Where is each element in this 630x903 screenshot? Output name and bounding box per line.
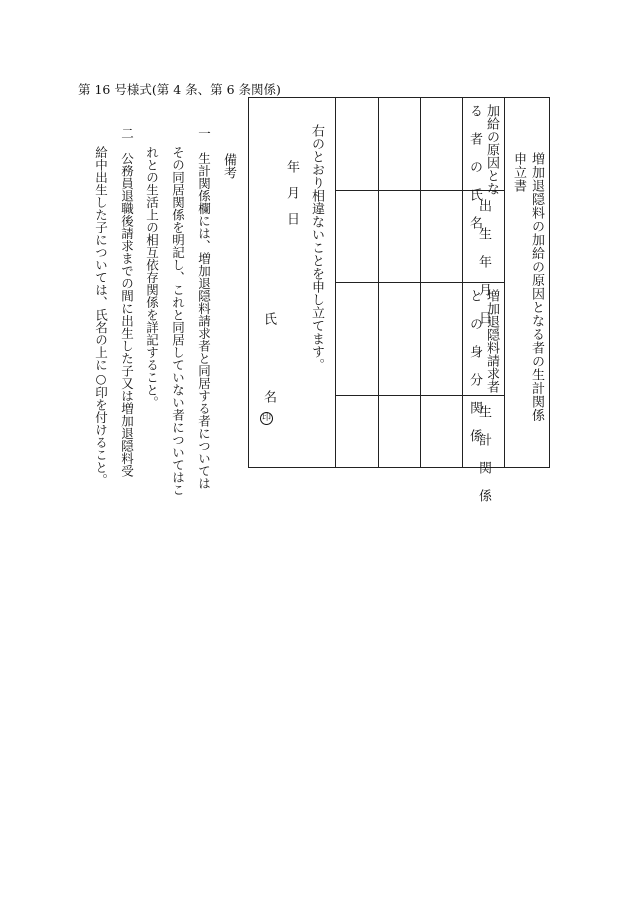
header-name-line2: る 者 の 氏 名 <box>467 104 482 229</box>
table-divider-title <box>504 97 505 468</box>
signature-shi: 氏 <box>261 312 276 325</box>
header-relation-line2: と の 身 分 関 係 <box>467 289 482 442</box>
header-livelihood: 生 計 関 係 <box>476 405 491 502</box>
remarks-item2-line2: 給中出生した子については、氏名の上に○印を付けること。 <box>93 146 109 486</box>
remarks-item1-line1: 一 生計関係欄には、増加退隠料請求者と同居する者については <box>196 127 212 490</box>
form-title-line1: 増加退隠料の加給の原因となる者の生計関係 <box>529 152 544 422</box>
form-title-line2: 申立書 <box>511 152 526 193</box>
remarks-item1-line3: れとの生活上の相互依存関係を詳記すること。 <box>144 146 160 409</box>
header-relation-line1: 増加退隠料請求者 <box>484 289 499 393</box>
remarks-item2-line1: 二 公務員退職後請求までの間に出生した子又は増加退隠料受 <box>119 127 135 477</box>
form-number-label: 第 16 号様式(第 4 条、第 6 条関係) <box>78 82 281 97</box>
signature-mei: 名 <box>261 390 276 403</box>
header-name-line1: 加給の原因とな <box>484 104 499 195</box>
declaration-text: 右のとおり相違ないことを申し立てます。 <box>309 124 324 371</box>
date-field: 年 月 日 <box>284 160 299 225</box>
remarks-heading: 備考 <box>221 153 236 179</box>
header-birth-date: 出 生 年 月 日 <box>476 199 491 324</box>
seal-mark: 印 <box>261 413 271 423</box>
remarks-item1-line2: その同居関係を明記し、これと同居していない者についてはこ <box>170 146 186 496</box>
